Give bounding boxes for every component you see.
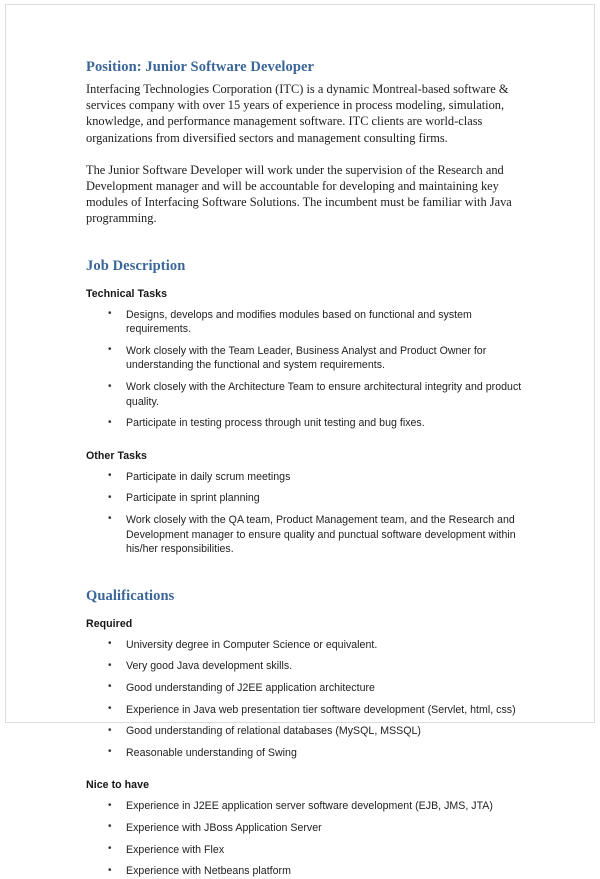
sub-header-required: Required [86, 617, 133, 630]
list-item: • Designs, develops and modifies modules based on functional and system requirements. [86, 308, 530, 337]
section-heading-job-description: Job Description [86, 257, 186, 274]
section-heading-qualifications: Qualifications [86, 587, 175, 604]
section-spacer [86, 557, 530, 587]
intro-paragraph-1: Interfacing Technologies Corporation (ITC) is a dynamic Montreal-based software & services company with over 15 years of experience in process modeling, simulation, knowledge, and performance management software. ITC clients are world-class organizations from diversified sectors and management consulting firms. [86, 82, 509, 145]
intro-paragraph-2: The Junior Software Developer will work under the supervision of the Research and Development manager and will be accountable for developing and maintaining key modules of Interfacing Software Solutions. The incumbent must be familiar with Java programming. [86, 162, 512, 226]
list-item: • Work closely with the Architecture Team to ensure architectural integrity and product quality. [86, 380, 530, 409]
list-item: • Very good Java development skills. [86, 659, 530, 674]
list-item: • Participate in daily scrum meetings [86, 470, 530, 485]
sub-header-nice-to-have: Nice to have [86, 779, 150, 792]
paragraph-spacer [86, 146, 530, 162]
list-item: • Good understanding of relational databases (MySQL, MSSQL) [86, 724, 530, 739]
section-spacer [86, 227, 530, 257]
list-item: • Participate in testing process through unit testing and bug fixes. [86, 416, 530, 431]
list-item: • Participate in sprint planning [86, 491, 530, 506]
list-item: • Experience in Java web presentation tier software development (Servlet, html, css) [86, 703, 530, 718]
sub-header-other-tasks: Other Tasks [86, 449, 147, 462]
document-content [86, 58, 530, 879]
list-item: • Experience with Netbeans platform [86, 864, 530, 879]
list-item: • Experience in J2EE application server software development (EJB, JMS, JTA) [86, 799, 530, 814]
list-item: • Work closely with the QA team, Product Management team, and the Research and Development manager to ensure quality and punctual software development within his/her responsibilities. [86, 513, 530, 557]
document-page [5, 4, 595, 878]
bullet-list-required [86, 638, 530, 761]
bullet-list-nice-to-have [86, 799, 530, 878]
sub-header-technical-tasks: Technical Tasks [86, 287, 168, 300]
bullet-list-other-tasks [86, 470, 530, 557]
page-title: Position: Junior Software Developer [86, 59, 315, 75]
list-item: • Good understanding of J2EE application architecture [86, 681, 530, 696]
group-spacer [86, 760, 530, 778]
bullet-list-technical-tasks [86, 308, 530, 431]
list-item: • Experience with Flex [86, 843, 530, 858]
group-spacer [86, 431, 530, 449]
list-item: • Work closely with the Team Leader, Business Analyst and Product Owner for understanding the functional and system requirements. [86, 344, 530, 373]
list-item: • Reasonable understanding of Swing [86, 746, 530, 761]
list-item: • University degree in Computer Science or equivalent. [86, 638, 530, 653]
list-item: • Experience with JBoss Application Server [86, 821, 530, 836]
